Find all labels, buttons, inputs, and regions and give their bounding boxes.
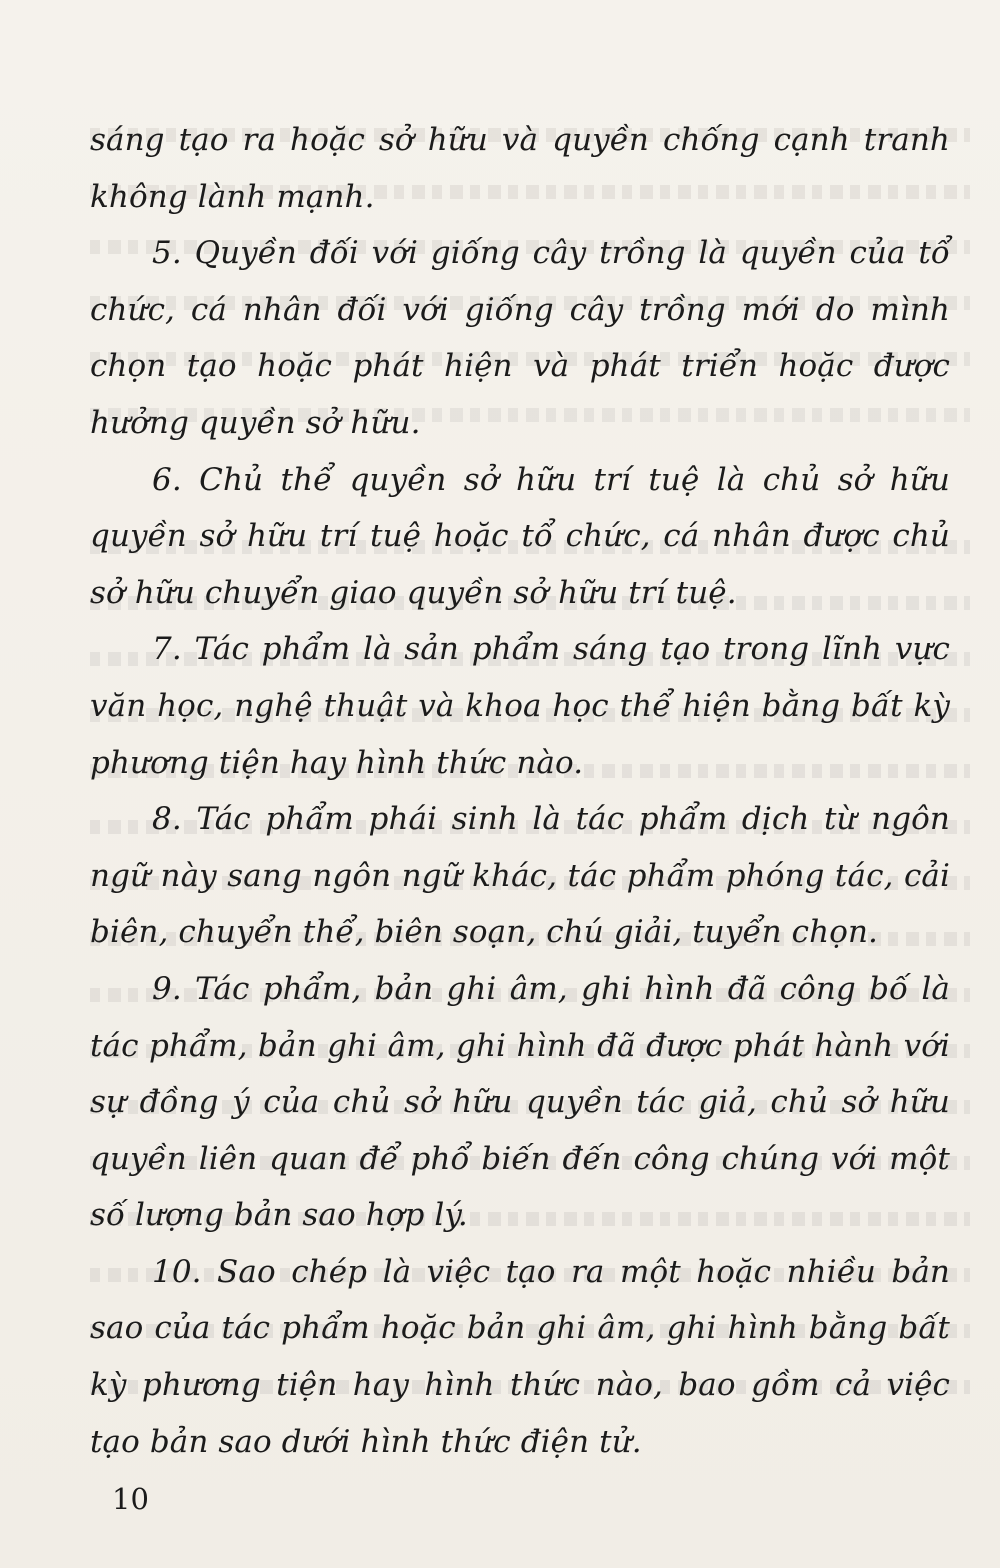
paragraph-item-8: 8. Tác phẩm phái sinh là tác phẩm dịch từ ngôn ngữ này sang ngôn ngữ khác, tác phẩm phóng tác, cải biên, chuyển thể, biên soạn, chú giải, tuyển chọn.: [90, 801, 950, 951]
page-number: 10: [112, 1482, 149, 1516]
paragraph-item-6: 6. Chủ thể quyền sở hữu trí tuệ là chủ sở hữu quyền sở hữu trí tuệ hoặc tổ chức, cá nhân được chủ sở hữu chuyển giao quyền sở hữu trí tuệ.: [90, 461, 950, 611]
paragraph-item-7: 7. Tác phẩm là sản phẩm sáng tạo trong lĩnh vực văn học, nghệ thuật và khoa học thể hiện bằng bất kỳ phương tiện hay hình thức nào.: [90, 631, 950, 781]
paragraph-item-5: 5. Quyền đối với giống cây trồng là quyền của tổ chức, cá nhân đối với giống cây trồng mới do mình chọn tạo hoặc phát hiện và phát triển hoặc được hưởng quyền sở hữu.: [90, 235, 950, 441]
paragraph-item-9: 9. Tác phẩm, bản ghi âm, ghi hình đã công bố là tác phẩm, bản ghi âm, ghi hình đã được phát hành với sự đồng ý của chủ sở hữu quyền tác giả, chủ sở hữu quyền liên quan để phổ biến đến công chúng với một số lượng bản sao hợp lý.: [90, 970, 950, 1234]
paragraph-item-10: 10. Sao chép là việc tạo ra một hoặc nhiều bản sao của tác phẩm hoặc bản ghi âm, ghi hình bằng bất kỳ phương tiện hay hình thức nào, bao gồm cả việc tạo bản sao dưới hình thức điện tử.: [90, 1253, 950, 1460]
paragraph-continuation: sáng tạo ra hoặc sở hữu và quyền chống cạnh tranh không lành mạnh.: [90, 122, 950, 215]
body-text: [90, 112, 950, 1470]
